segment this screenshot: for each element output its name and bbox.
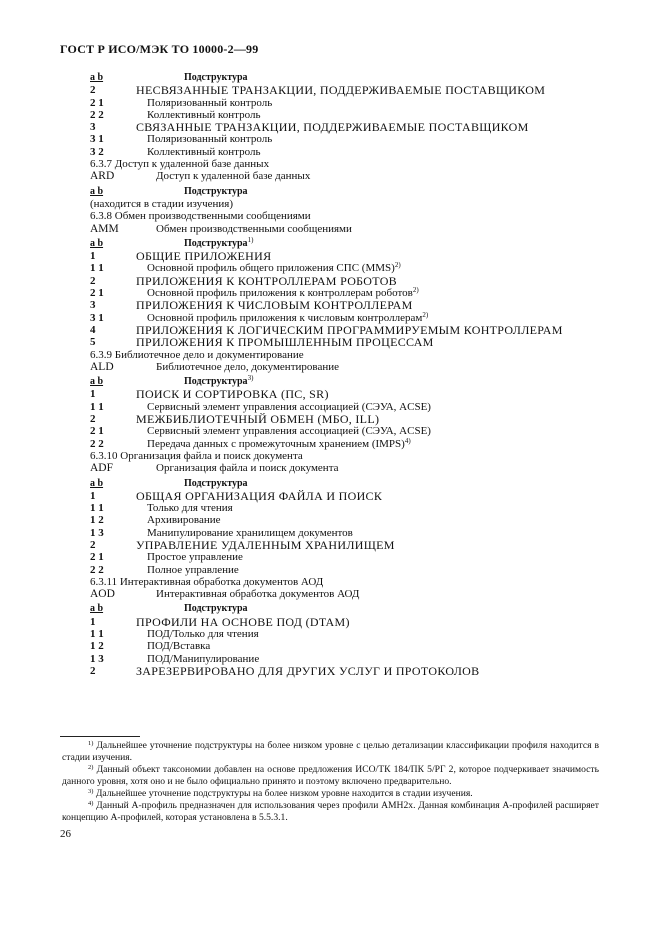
footnote-ref: 2)	[422, 310, 429, 319]
entry-code: 2 2	[90, 108, 104, 121]
entry-text-value: Только для чтения	[147, 502, 233, 515]
entry-text-value: Поляризованный контроль	[147, 133, 273, 146]
entry-text-value: ПРИЛОЖЕНИЯ К КОНТРОЛЛЕРАМ РОБОТОВ	[136, 273, 397, 288]
entry-text-value: Коллективный контроль	[147, 108, 261, 121]
entry-code: 1 1	[90, 502, 104, 515]
entry-code: 1	[90, 388, 96, 401]
entry-alias	[90, 170, 610, 182]
entry-text-value: Организация файла и поиск документа	[156, 462, 339, 475]
entry-code: 3 2	[90, 145, 104, 158]
entry-text	[147, 628, 259, 640]
entry-code: 2 1	[90, 425, 104, 438]
entry-code: a b	[90, 72, 104, 83]
entry-code: 2	[90, 538, 96, 551]
entry-text-value: Подструктура	[184, 376, 248, 388]
document-body	[90, 72, 610, 677]
entry-major	[90, 250, 610, 262]
entry-sect	[90, 349, 610, 361]
entry-code: 4	[90, 323, 96, 336]
entry-code: a b	[90, 477, 104, 489]
entry-code: 1 1	[90, 400, 104, 413]
entry-text-value: ПОИСК И СОРТИРОВКА (ПС, SR)	[136, 387, 329, 402]
entry-code: 2 2	[90, 437, 104, 450]
entry-major	[90, 84, 610, 96]
entry-code: 1 3	[90, 526, 104, 539]
entry-text	[90, 349, 304, 361]
entry-text	[136, 121, 529, 133]
entry-text	[136, 275, 397, 287]
entry-text-value: Обмен производственными сообщениями	[156, 222, 352, 235]
entry-text-value: ПОД/Только для чтения	[147, 628, 259, 641]
entry-code: 3	[90, 299, 96, 312]
entry-code: a b	[90, 376, 104, 388]
entry-text-value: УПРАВЛЕНИЕ УДАЛЕННЫМ ХРАНИЛИЩЕМ	[136, 537, 395, 552]
footnote-text: Данный А-профиль предназначен для использования через профили АМН2х. Данная комбинация А-профилей расширяет концепцию А-профилей, которая установлена в 5.5.3.1.	[62, 800, 599, 823]
entry-major	[90, 539, 610, 551]
entry-text	[136, 616, 350, 628]
entry-minor	[90, 425, 610, 437]
entry-text-value: Подструктура	[184, 185, 248, 197]
entry-text-value: 6.3.11 Интерактивная обработка документов АОД	[90, 575, 324, 588]
entry-text-value: Полное управление	[147, 563, 239, 576]
entry-text	[136, 388, 329, 400]
entry-hdr	[90, 186, 610, 198]
entry-text-value: Передача данных с промежуточным хранением (IMPS)	[147, 437, 405, 450]
entry-text	[90, 576, 323, 588]
entry-text	[156, 588, 359, 600]
footnote-mark: 2)	[88, 764, 94, 771]
entry-text-value: Подструктура	[184, 72, 248, 83]
entry-code: ADF	[90, 462, 114, 475]
entry-code: 1 3	[90, 652, 104, 665]
entry-minor	[90, 564, 610, 576]
entry-text	[147, 551, 243, 563]
entry-code: 2 2	[90, 563, 104, 576]
entry-text	[90, 198, 233, 210]
entry-sect	[90, 576, 610, 588]
entry-major	[90, 413, 610, 425]
entry-text-value: Коллективный контроль	[147, 145, 261, 158]
footnote-text: Дальнейшее уточнение подструктуры на более низком уровне с целью детализации классификации профиля находится в стадии изучения.	[62, 740, 599, 763]
entry-minor	[90, 133, 610, 145]
entry-text-value: Сервисный элемент управления ассоциацией (СЭУА, ACSE)	[147, 400, 431, 413]
entry-minor	[90, 551, 610, 563]
entry-text-value: Основной профиль приложения к числовым контроллерам	[147, 311, 423, 324]
entry-text-value: Основной профиль приложения к контроллерам роботов	[147, 287, 413, 300]
entry-text	[136, 539, 395, 551]
entry-text	[136, 490, 382, 502]
entry-major	[90, 275, 610, 287]
entry-text	[156, 223, 352, 235]
entry-text	[147, 146, 260, 158]
entry-code: 2 1	[90, 551, 104, 564]
footnote-rule	[60, 736, 140, 737]
entry-text-value: ПОД/Вставка	[147, 640, 211, 653]
footnote-mark: 1)	[88, 740, 94, 747]
entry-minor	[90, 502, 610, 514]
entry-sect	[90, 158, 610, 170]
entry-text-value: Подструктура	[184, 603, 248, 615]
entry-code: 1	[90, 615, 96, 628]
entry-sect	[90, 210, 610, 222]
entry-minor	[90, 640, 610, 652]
entry-code: 1	[90, 489, 96, 502]
entry-major	[90, 336, 610, 348]
footnote-ref: 4)	[404, 436, 411, 445]
entry-text	[90, 158, 269, 170]
entry-code: 1 2	[90, 514, 104, 527]
entry-code: ALD	[90, 360, 114, 373]
footnote-text: Дальнейшее уточнение подструктуры на более низком уровне находится в стадии изучения.	[93, 788, 473, 799]
entry-code: 2	[90, 664, 96, 677]
entry-code: ARD	[90, 170, 115, 183]
entry-text	[184, 186, 248, 198]
entry-code: 1	[90, 250, 96, 263]
entry-alias	[90, 361, 610, 373]
entry-text-value: Поляризованный контроль	[147, 96, 273, 109]
entry-alias	[90, 588, 610, 600]
entry-text-value: СВЯЗАННЫЕ ТРАНЗАКЦИИ, ПОДДЕРЖИВАЕМЫЕ ПОСТАВЩИКОМ	[136, 120, 529, 135]
footnote-mark: 4)	[88, 800, 94, 807]
entry-sect	[90, 450, 610, 462]
footnote-ref: 2)	[394, 261, 401, 270]
entry-text	[156, 361, 339, 373]
entry-text-value: 6.3.9 Библиотечное дело и документирование	[90, 348, 304, 361]
entry-text	[136, 665, 479, 677]
entry-text-value: Интерактивная обработка документов АОД	[156, 588, 360, 601]
entry-text-value: Библиотечное дело, документирование	[156, 360, 339, 373]
entry-code: a b	[90, 237, 104, 249]
entry-code: 3 1	[90, 133, 104, 146]
entry-text-value: 6.3.7 Доступ к удаленной базе данных	[90, 158, 270, 171]
entry-code: 1 1	[90, 628, 104, 641]
entry-text-value: Архивирование	[147, 514, 221, 527]
entry-code: 2	[90, 274, 96, 287]
entry-text-value: ОБЩИЕ ПРИЛОЖЕНИЯ	[136, 249, 272, 264]
footnote-ref: 3)	[247, 374, 254, 383]
entry-text-value: Подструктура	[184, 237, 248, 249]
entry-text	[136, 250, 271, 262]
footnote-ref: 2)	[412, 286, 419, 295]
entry-text-value: ПРИЛОЖЕНИЯ К ПРОМЫШЛЕННЫМ ПРОЦЕССАМ	[136, 335, 434, 350]
entry-text-value: ПРИЛОЖЕНИЯ К ЛОГИЧЕСКИМ ПРОГРАММИРУЕМЫМ КОНТРОЛЛЕРАМ	[136, 322, 563, 337]
entry-text-value: Сервисный элемент управления ассоциацией (СЭУА, ACSE)	[147, 425, 431, 438]
entry-text-value: 6.3.10 Организация файла и поиск документа	[90, 449, 303, 462]
entry-text	[147, 97, 272, 109]
entry-text	[147, 502, 233, 514]
entry-major	[90, 665, 610, 677]
entry-minor	[90, 628, 610, 640]
entry-alias	[90, 462, 610, 474]
entry-text-value: ПОД/Манипулирование	[147, 652, 260, 665]
entry-major	[90, 388, 610, 400]
footnote-item	[62, 764, 599, 788]
entry-text-value: Подструктура	[184, 477, 248, 489]
entry-minor	[90, 146, 610, 158]
entry-text	[90, 450, 303, 462]
entry-code: 5	[90, 336, 96, 349]
entry-text-value: ПРИЛОЖЕНИЯ К ЧИСЛОВЫМ КОНТРОЛЛЕРАМ	[136, 298, 413, 313]
entry-text	[147, 133, 272, 145]
entry-code: AOD	[90, 588, 115, 601]
entry-code: a b	[90, 185, 104, 197]
entry-text	[147, 640, 210, 652]
entry-code: 3 1	[90, 311, 104, 324]
entry-text-value: Основной профиль общего приложения СПС (MMS)	[147, 262, 395, 275]
footnote-item	[62, 800, 599, 824]
entry-note	[90, 198, 610, 210]
footnote-text: Данный объект таксономии добавлен на основе предложения ИСО/ТК 184/ПК 5/РГ 2, которое подчеркивает значимость данного уровня, хотя оно и не было официально принято и поэтому включено предварительно.	[62, 764, 599, 787]
entry-text	[136, 299, 413, 311]
entry-text-value: НЕСВЯЗАННЫЕ ТРАНЗАКЦИИ, ПОДДЕРЖИВАЕМЫЕ ПОСТАВЩИКОМ	[136, 83, 546, 98]
entry-text	[90, 210, 311, 222]
entry-code: 2	[90, 413, 96, 426]
entry-minor	[90, 514, 610, 526]
entry-text	[136, 84, 545, 96]
entry-text-value: ОБЩАЯ ОРГАНИЗАЦИЯ ФАЙЛА И ПОИСК	[136, 488, 383, 503]
entry-text	[147, 564, 239, 576]
entry-text-value: 6.3.8 Обмен производственными сообщениями	[90, 210, 311, 223]
entry-code: 1 2	[90, 640, 104, 653]
page-header: ГОСТ Р ИСО/МЭК ТО 10000-2—99	[60, 42, 259, 56]
entry-code: 2 1	[90, 96, 104, 109]
entry-text-value: МЕЖБИБЛИОТЕЧНЫЙ ОБМЕН (МБО, ILL)	[136, 412, 380, 427]
entry-code: 1 1	[90, 262, 104, 275]
entry-text-value: Простое управление	[147, 551, 243, 564]
entry-text-value: (находится в стадии изучения)	[90, 197, 233, 210]
entry-alias	[90, 223, 610, 235]
footnote-item	[62, 788, 599, 800]
entry-major	[90, 616, 610, 628]
entry-code: 2	[90, 84, 96, 97]
entry-text-value: Манипулирование хранилищем документов	[147, 526, 353, 539]
entry-code: a b	[90, 603, 104, 615]
footnote-item	[62, 740, 599, 764]
entry-text-value: ЗАРЕЗЕРВИРОВАНО ДЛЯ ДРУГИХ УСЛУГ И ПРОТОКОЛОВ	[136, 663, 480, 678]
footnotes	[62, 740, 599, 824]
footnote-mark: 3)	[88, 788, 94, 795]
entry-minor	[90, 97, 610, 109]
entry-code: 2 1	[90, 287, 104, 300]
entry-text	[136, 336, 434, 348]
entry-text-value: ПРОФИЛИ НА ОСНОВЕ ПОД (DTAM)	[136, 614, 350, 629]
entry-text	[156, 170, 310, 182]
entry-major	[90, 121, 610, 133]
page-number: 26	[60, 828, 71, 840]
entry-code: AMM	[90, 222, 119, 235]
entry-minor	[90, 438, 610, 450]
entry-text	[147, 514, 221, 526]
entry-code: 3	[90, 121, 96, 134]
footnote-ref: 1)	[247, 235, 254, 244]
entry-text	[147, 438, 411, 450]
entry-major	[90, 490, 610, 502]
entry-text	[136, 413, 379, 425]
entry-text	[147, 425, 431, 437]
entry-text-value: Доступ к удаленной базе данных	[156, 170, 311, 183]
entry-text	[156, 462, 339, 474]
entry-major	[90, 299, 610, 311]
